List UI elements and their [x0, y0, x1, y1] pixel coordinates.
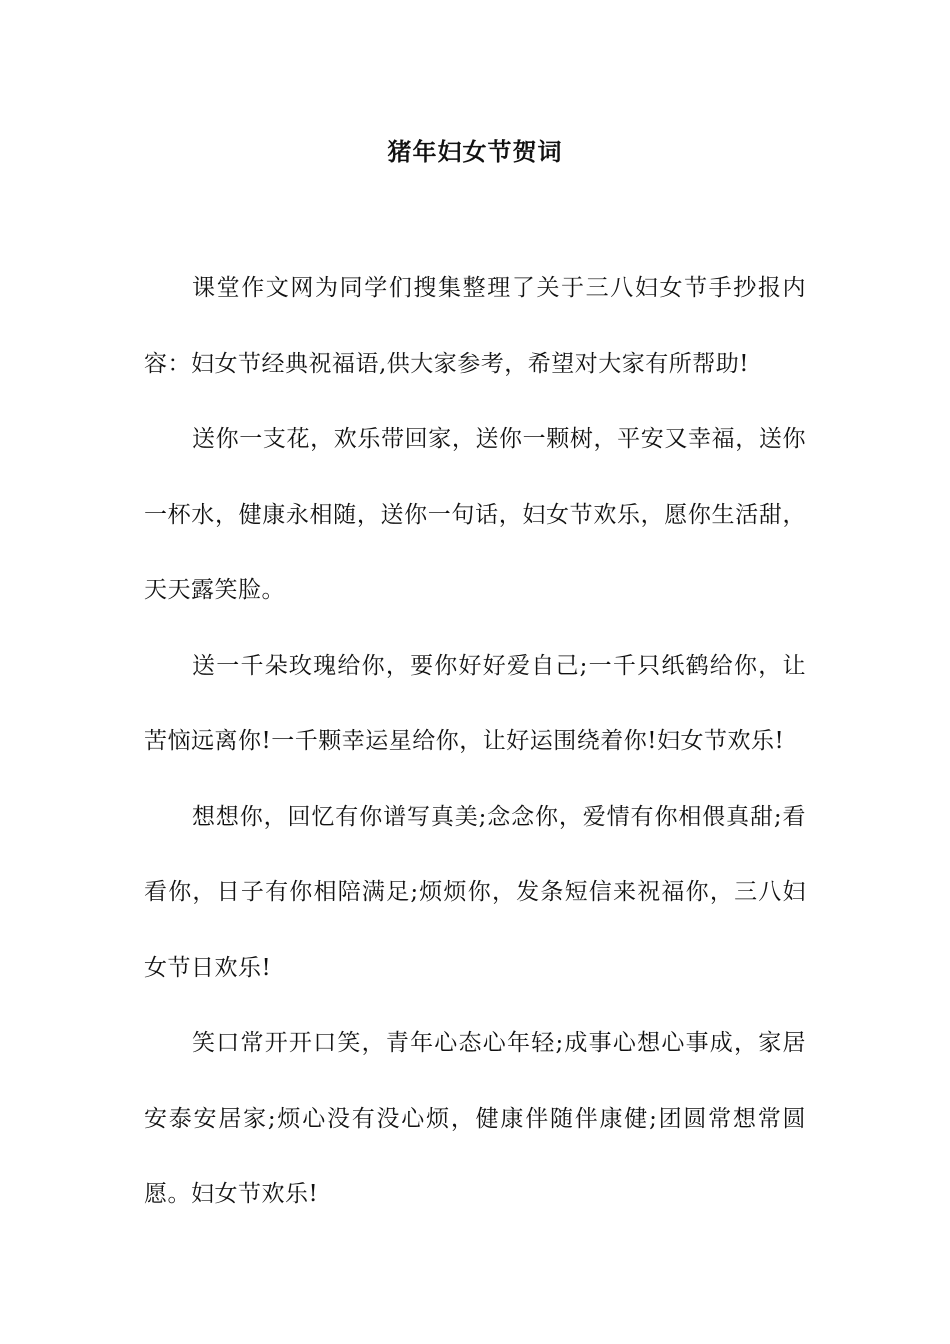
paragraph-greeting-2: 送一千朵玫瑰给你，要你好好爱自己;一千只纸鹤给你，让苦恼远离你!一千颗幸运星给你，让好运围绕着你!妇女节欢乐!	[144, 652, 806, 754]
document-title: 猪年妇女节贺词	[387, 137, 563, 166]
paragraph-greeting-4: 笑口常开开口笑，青年心态心年轻;成事心想心事成，家居安泰安居家;烦心没有没心烦，健康伴随伴康健;团圆常想常圆愿。妇女节欢乐!	[144, 1030, 806, 1207]
document-body	[144, 251, 806, 1233]
paragraph-greeting-1: 送你一支花，欢乐带回家，送你一颗树，平安又幸福，送你一杯水，健康永相随，送你一句话，妇女节欢乐，愿你生活甜，天天露笑脸。	[144, 426, 806, 603]
paragraph-greeting-3: 想想你，回忆有你谱写真美;念念你，爱情有你相偎真甜;看看你，日子有你相陪满足;烦烦你，发条短信来祝福你，三八妇女节日欢乐!	[144, 803, 806, 981]
paragraph-intro: 课堂作文网为同学们搜集整理了关于三八妇女节手抄报内容：妇女节经典祝福语,供大家参考，希望对大家有所帮助!	[144, 275, 806, 377]
